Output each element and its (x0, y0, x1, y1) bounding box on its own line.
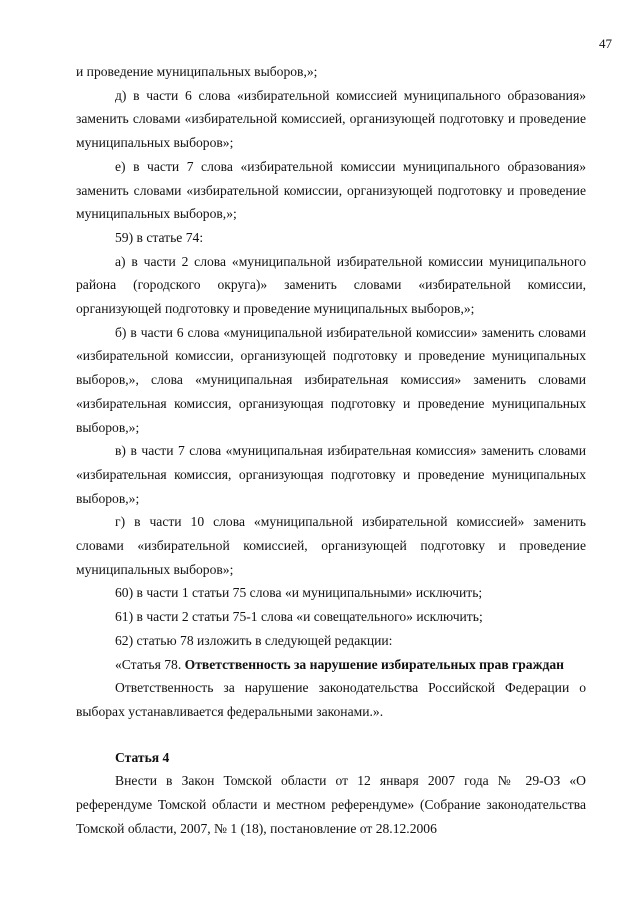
document-body (76, 60, 586, 841)
article-78-body: Ответственность за нарушение законодательства Российской Федерации о выборах устанавливается федеральными законами.». (76, 680, 586, 719)
paragraph: 61) в части 2 статьи 75-1 слова «и совещательного» исключить; (115, 609, 483, 625)
article-78-title: Ответственность за нарушение избирательных прав граждан (184, 656, 564, 672)
paragraph: в) в части 7 слова «муниципальная избирательная комиссия» заменить словами «избирательная комиссия, организующая подготовку и проведение муниципальных выборов,»; (76, 443, 586, 506)
paragraph: 62) статью 78 изложить в следующей редакции: (115, 632, 393, 648)
paragraph: е) в части 7 слова «избирательной комиссии муниципального образования» заменить словами «избирательной комиссии, организующей подготовку и проведение муниципальных выборов,»; (76, 158, 586, 222)
paragraph: г) в части 10 слова «муниципальной избирательной комиссией» заменить словами «избирательной комиссией, организующей подготовку и проведение муниципальных выборов»; (76, 514, 586, 577)
article-4-heading: Статья 4 (115, 749, 170, 765)
paragraph: б) в части 6 слова «муниципальной избирательной комиссии» заменить словами «избирательной комиссии, организующей подготовку и проведение муниципальных выборов,», слова «муниципальная избирательная комиссия» заменить словами «избирательная комиссия, организующая подготовку и проведение муниципальных выборов,»; (76, 324, 586, 435)
article-4-text: Внести в Закон Томской области от 12 января 2007 года № 29-ОЗ «О референдуме Томской области и местном референдуме» (Собрание законодательства Томской области, 2007, № 1 (18), постановление от 28.12.2006 (76, 773, 586, 836)
paragraph: 60) в части 1 статьи 75 слова «и муниципальными» исключить; (115, 585, 483, 601)
paragraph: а) в части 2 слова «муниципальной избирательной комиссии муниципального района (городского округа)» заменить словами «избирательной комиссии, организующей подготовку и проведение муниципальных выборов,»; (76, 253, 586, 317)
page-number: 47 (599, 36, 612, 51)
paragraph: д) в части 6 слова «избирательной комиссией муниципального образования» заменить словами «избирательной комиссией, организующей подготовку и проведение муниципальных выборов»; (76, 87, 586, 151)
paragraph: и проведение муниципальных выборов,»; (76, 64, 318, 79)
article-78-prefix: «Статья 78. (115, 656, 185, 672)
paragraph: 59) в статье 74: (115, 229, 204, 245)
article-78-heading (76, 653, 586, 677)
